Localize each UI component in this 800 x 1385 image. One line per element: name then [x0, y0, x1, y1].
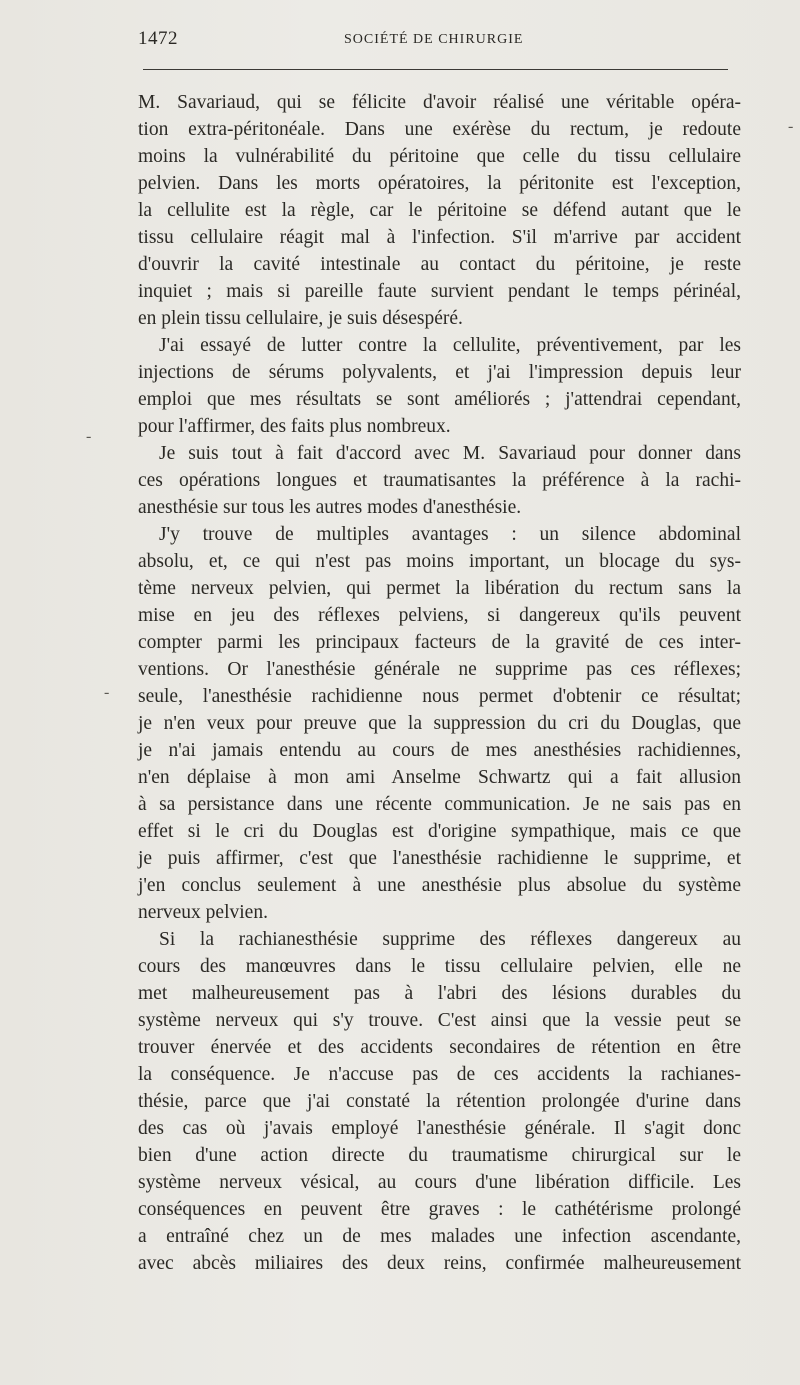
text-line: tissu cellulaire réagit mal à l'infection. S'il m'arrive par accident [138, 227, 741, 248]
text-line: nerveux pelvien. [138, 902, 268, 923]
text-line: injections de sérums polyvalents, et j'ai l'impression depuis leur [138, 362, 741, 383]
header-rule [143, 69, 728, 70]
text-line: je puis affirmer, c'est que l'anesthésie rachidienne le supprime, et [138, 848, 741, 869]
text-line: J'y trouve de multiples avantages : un silence abdominal [159, 524, 741, 545]
text-line: bien d'une action directe du traumatisme chirurgical sur le [138, 1145, 741, 1166]
text-line: système nerveux vésical, au cours d'une libération difficile. Les [138, 1172, 741, 1193]
text-line: trouver énervée et des accidents secondaires de rétention en être [138, 1037, 741, 1058]
page-number: 1472 [138, 28, 178, 49]
margin-mark: - [788, 118, 794, 135]
text-line: avec abcès miliaires des deux reins, confirmée malheureusement [138, 1253, 741, 1274]
text-line: emploi que mes résultats se sont améliorés ; j'attendrai cependant, [138, 389, 741, 410]
text-line: ventions. Or l'anesthésie générale ne supprime pas ces réflexes; [138, 659, 741, 680]
text-line: d'ouvrir la cavité intestinale au contact du péritoine, je reste [138, 254, 741, 275]
text-line: tion extra-péritonéale. Dans une exérèse du rectum, je redoute [138, 119, 741, 140]
text-line: effet si le cri du Douglas est d'origine sympathique, mais ce que [138, 821, 741, 842]
body-text [138, 89, 741, 1277]
text-line: thésie, parce que j'ai constaté la rétention prolongée d'urine dans [138, 1091, 741, 1112]
text-line: j'en conclus seulement à une anesthésie plus absolue du système [138, 875, 741, 896]
text-line: compter parmi les principaux facteurs de la gravité de ces inter- [138, 632, 741, 653]
text-line: J'ai essayé de lutter contre la cellulite, préventivement, par les [159, 335, 741, 356]
running-head: SOCIÉTÉ DE CHIRURGIE [344, 32, 524, 47]
text-line: met malheureusement pas à l'abri des lésions durables du [138, 983, 741, 1004]
text-line: je n'en veux pour preuve que la suppression du cri du Douglas, que [138, 713, 741, 734]
text-line: à sa persistance dans une récente communication. Je ne sais pas en [138, 794, 741, 815]
text-line: n'en déplaise à mon ami Anselme Schwartz qui a fait allusion [138, 767, 741, 788]
text-line: tème nerveux pelvien, qui permet la libération du rectum sans la [138, 578, 741, 599]
text-line: a entraîné chez un de mes malades une infection ascendante, [138, 1226, 741, 1247]
text-line: seule, l'anesthésie rachidienne nous permet d'obtenir ce résultat; [138, 686, 741, 707]
text-line: Si la rachianesthésie supprime des réflexes dangereux au [159, 929, 741, 950]
text-line: système nerveux qui s'y trouve. C'est ainsi que la vessie peut se [138, 1010, 741, 1031]
text-line: pelvien. Dans les morts opératoires, la péritonite est l'exception, [138, 173, 741, 194]
text-line: moins la vulnérabilité du péritoine que celle du tissu cellulaire [138, 146, 741, 167]
margin-mark: - [86, 428, 92, 445]
text-line: conséquences en peuvent être graves : le cathétérisme prolongé [138, 1199, 741, 1220]
text-line: la conséquence. Je n'accuse pas de ces accidents la rachianes- [138, 1064, 741, 1085]
text-line: absolu, et, ce qui n'est pas moins important, un blocage du sys- [138, 551, 741, 572]
text-line: je n'ai jamais entendu au cours de mes anesthésies rachidiennes, [138, 740, 741, 761]
text-line: en plein tissu cellulaire, je suis désespéré. [138, 308, 463, 329]
text-line: pour l'affirmer, des faits plus nombreux. [138, 416, 451, 437]
page-header [138, 28, 738, 58]
text-line: Je suis tout à fait d'accord avec M. Savariaud pour donner dans [159, 443, 741, 464]
text-line: inquiet ; mais si pareille faute survient pendant le temps périnéal, [138, 281, 741, 302]
text-line: mise en jeu des réflexes pelviens, si dangereux qu'ils peuvent [138, 605, 741, 626]
text-line: des cas où j'avais employé l'anesthésie générale. Il s'agit donc [138, 1118, 741, 1139]
text-line: M. Savariaud, qui se félicite d'avoir réalisé une véritable opéra- [138, 92, 741, 113]
text-line: la cellulite est la règle, car le péritoine se défend autant que le [138, 200, 741, 221]
text-line: ces opérations longues et traumatisantes la préférence à la rachi- [138, 470, 741, 491]
text-line: anesthésie sur tous les autres modes d'anesthésie. [138, 497, 522, 518]
text-line: cours des manœuvres dans le tissu cellulaire pelvien, elle ne [138, 956, 741, 977]
margin-mark: - [104, 684, 110, 701]
